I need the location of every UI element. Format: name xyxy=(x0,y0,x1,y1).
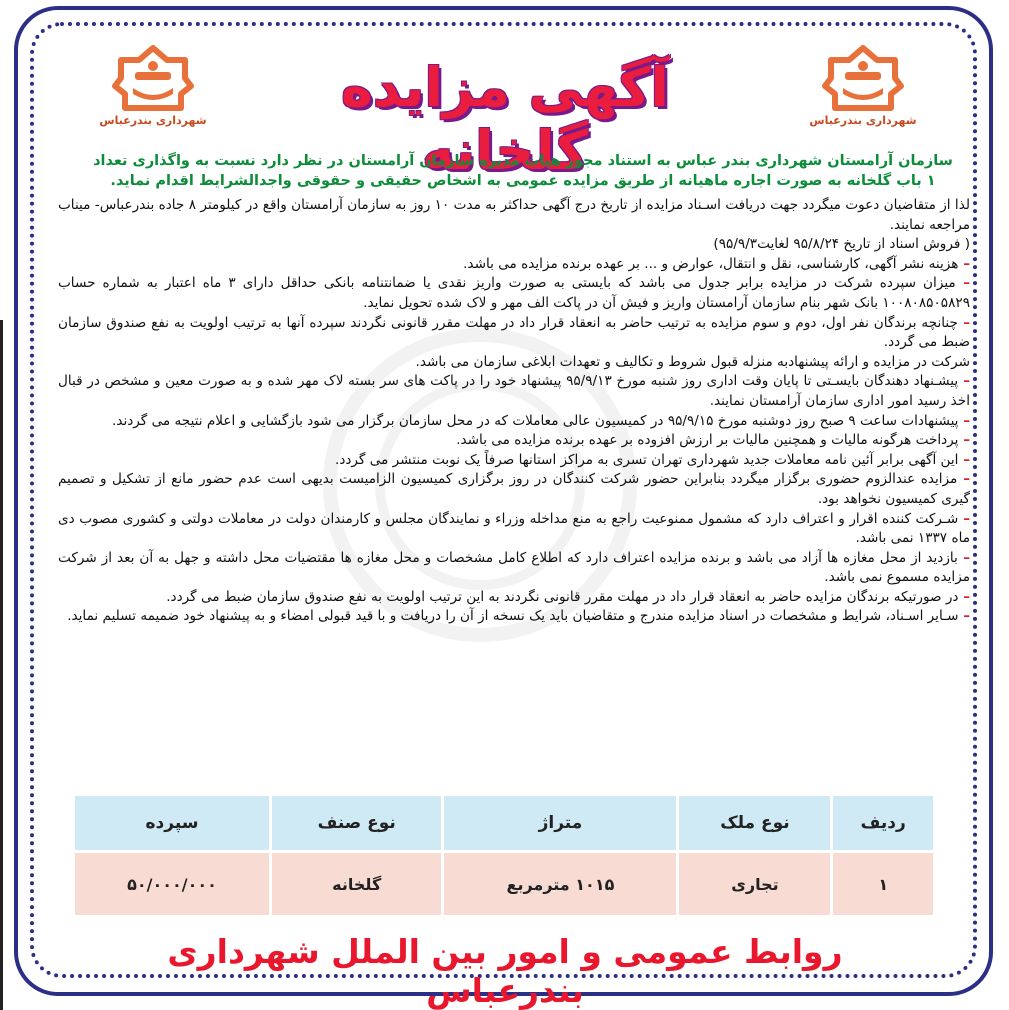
condition-text: بازدید از محل مغازه ها آزاد می باشد و برنده مزایده اعتراف دارد که اطلاع کامل مشخصات و محل مغازه ها مقتضیات محل داشته و جهل به آن بعد از شرکت مزایده مسموع نمی باشد. xyxy=(58,549,970,586)
bullet-dash: – xyxy=(958,373,971,390)
condition-text: شرکت در مزایده و ارائه پیشنهادبه منزله قبول شروط و تکالیف و تعهدات ابلاغی سازمان می باشد. xyxy=(415,353,970,370)
condition-text: پیشـنهاد دهندگان بایسـتی تا پایان وقت اداری روز شنبه مورخ ۹۵/۹/۱۳ پیشنهاد خود را در پاکت های سر بسته لاک مهر شده و به صورت معین و مشخص در قبال اخذ رسید امور اداری سازمان آرامستان نمایند. xyxy=(58,373,970,409)
bullet-dash: – xyxy=(958,432,970,449)
header-deposit: سپرده xyxy=(75,796,269,850)
page-edge-line xyxy=(0,320,3,1010)
condition-text: میزان سپرده شرکت در مزایده برابر جدول می باشد که بایستی به صورت واریز نقدی یا ضمانتنامه بانکی حداقل دارای ۳ ماه اعتبار به شماره حساب ۱۰۰۸۰۸۵۰۵۸۲۹ بانک شهر بنام سازمان آرامستان واریز و فیش آن در پاکت الف مهر و لاک شده تحویل نماید. xyxy=(58,275,970,311)
bullet-dash: – xyxy=(957,471,970,488)
cell-deposit: ۵۰/۰۰۰/۰۰۰ xyxy=(75,853,269,915)
condition-paragraph xyxy=(58,607,970,627)
footer-signature: روابط عمومی و امور بین الملل شهرداری بندرعباس xyxy=(167,932,843,1010)
bullet-dash: – xyxy=(958,255,970,272)
condition-paragraph xyxy=(58,235,970,255)
condition-paragraph xyxy=(58,274,970,313)
cell-area: ۱۰۱۵ مترمربع xyxy=(444,853,676,915)
condition-paragraph xyxy=(58,353,970,373)
header-area: متراژ xyxy=(444,796,676,850)
table-row xyxy=(75,853,933,915)
table-header-row xyxy=(75,796,933,850)
bullet-dash: – xyxy=(958,451,970,468)
page-title: آگهی مزایده گلخانه xyxy=(341,56,669,182)
condition-text: ( فروش اسناد از تاریخ ۹۵/۸/۲۴ لغایت۹۵/۹/۳) xyxy=(713,236,970,253)
condition-paragraph xyxy=(58,470,970,509)
condition-text: سـایر اسـناد، شرایط و مشخصات در اسناد مزایده مندرج و متقاضیان باید یک نسخه از آن را دریافت و با قید قبولی امضاء و به پیشنهاد خود ضمیمه تسلیم نماید. xyxy=(67,608,959,625)
condition-text: مزایده عندالزوم حضوری برگزار میگردد بنابراین حضور شرکت کنندگان در روز برگزاری کمیسیون الزامیست بدیهی است عدم حضور مانع از تشکیل و تصمیم گیری کمیسیون نخواهد بود. xyxy=(58,471,970,507)
condition-text: هزینه نشر آگهی، کارشناسی، نقل و انتقال، عوارض و ... بر عهده برنده مزایده می باشد. xyxy=(463,255,959,272)
auction-table xyxy=(72,793,936,918)
header-property-type: نوع ملک xyxy=(679,796,830,850)
bullet-dash: – xyxy=(958,510,971,527)
condition-paragraph xyxy=(58,549,970,588)
condition-paragraph xyxy=(58,431,970,451)
bullet-dash: – xyxy=(955,275,970,292)
municipality-logo-left xyxy=(98,42,208,137)
header-row-number: ردیف xyxy=(833,796,933,850)
bullet-dash: – xyxy=(958,412,970,429)
condition-text: چنانچه برندگان نفر اول، دوم و سوم مزایده به ترتیب حاضر به انعقاد قرار داد در مهلت مقرر قانونی نگردند سپرده آنها به ترتیب اولویت به نفع صندوق سازمان ضبط می گردد. xyxy=(58,314,970,351)
municipality-logo-right xyxy=(808,42,918,137)
condition-text: در صورتیکه برندگان مزایده حاضر به انعقاد قرار داد در مهلت مقرر قانونی نگردند به این ترتیب اولویت به نفع صندوق سازمان ضبط می گردد. xyxy=(166,588,959,605)
cell-row-number: ۱ xyxy=(833,853,933,915)
cell-business-type: گلخانه xyxy=(272,853,441,915)
condition-paragraph xyxy=(58,372,970,411)
logo-caption: شهرداری بندرعباس xyxy=(809,114,917,127)
condition-paragraph xyxy=(58,510,970,549)
condition-text: شـرکت کننده اقرار و اعتراف دارد که مشمول ممنوعیت راجع به منع مداخله وزراء و نمایندگان مجلس و کارمندان دولت در معاملات دولتی و کشوری مصوب دی ماه ۱۳۳۷ نمی باشد. xyxy=(58,510,970,547)
condition-text: این آگهی برابر آئین نامه معاملات جدید شهرداری تهران تسری به مراکز استانها صرفاً یک نوبت منتشر می گردد. xyxy=(335,451,959,468)
intro-announcement: سازمان آرامستان شهرداری بندر عباس به استناد مجوز هیات مدیره سازمان آرامستان در نظر دارد نسبت به واگذاری تعداد ۱ باب گلخانه به صورت اجاره ماهیانه از طریق مزایده عمومی به اشخاص حقیقی و حقوقی واجدالشرایط اقدام نماید. xyxy=(93,153,953,189)
logo-caption: شهرداری بندرعباس xyxy=(99,114,207,127)
bandar-abbas-municipality-logo-icon xyxy=(821,42,905,116)
condition-text: لذا از متقاضیان دعوت میگردد جهت دریافت اسـناد مزایده از تاریخ درج آگهی حداکثر به مدت ۱۰ روز به سازمان آرامستان واقع در کیلومتر ۸ جاده بندرعباس- میناب مراجعه نمایند. xyxy=(58,197,970,233)
header-business-type: نوع صنف xyxy=(272,796,441,850)
condition-paragraph xyxy=(58,451,970,471)
condition-paragraph xyxy=(58,412,970,432)
condition-paragraph xyxy=(58,196,970,235)
condition-paragraph xyxy=(58,314,970,353)
cell-property-type: تجاری xyxy=(679,853,830,915)
condition-paragraph xyxy=(58,588,970,608)
condition-text: پیشنهادات ساعت ۹ صبح روز دوشنبه مورخ ۹۵/۹/۱۵ در کمیسیون عالی معاملات که در محل سازمان برگزار می شود بازگشایی و اعلام نتیجه می گردند. xyxy=(112,412,959,429)
bullet-dash: – xyxy=(957,314,970,331)
condition-text: پرداخت هرگونه مالیات و همچنین مالیات بر ارزش افزوده بر عهده برنده مزایده می باشد. xyxy=(456,432,959,449)
bullet-dash: – xyxy=(958,588,970,605)
auction-conditions xyxy=(58,196,970,627)
bullet-dash: – xyxy=(957,549,970,566)
condition-paragraph xyxy=(58,255,970,275)
bullet-dash: – xyxy=(958,608,970,625)
bandar-abbas-municipality-logo-icon xyxy=(111,42,195,116)
